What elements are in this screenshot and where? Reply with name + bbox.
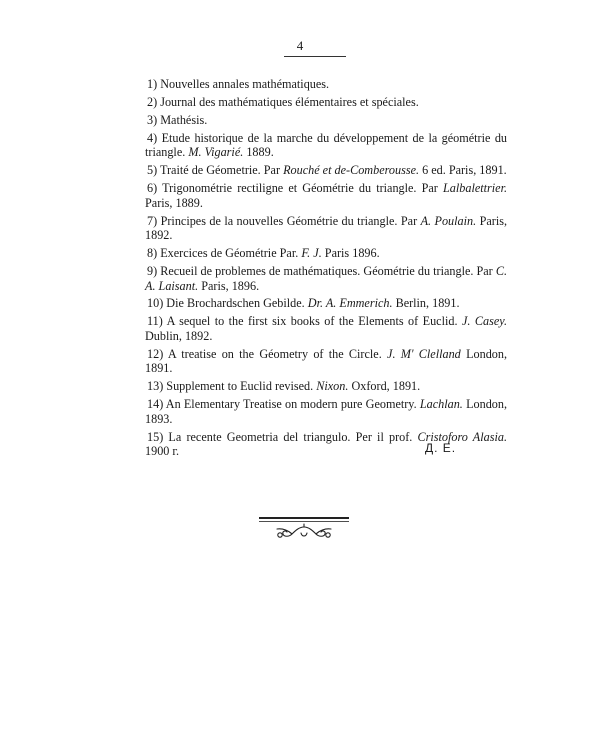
reference-number: 7) <box>147 213 158 228</box>
reference-author: Lalbalettrier. <box>443 181 508 196</box>
reference-number: 13) <box>147 379 164 394</box>
reference-item <box>145 296 507 311</box>
reference-item <box>145 181 507 210</box>
reference-author: Nixon. <box>316 379 349 394</box>
reference-title: Supplement to Euclid revised. <box>166 379 314 394</box>
reference-publication: London, 1893. <box>145 397 508 426</box>
reference-number: 4) <box>147 130 158 145</box>
reference-title: An Elementary Treatise on modern pure Geometry. <box>165 397 417 412</box>
reference-number: 5) <box>147 163 158 178</box>
reference-publication: 6 ed. Paris, 1891. <box>422 163 507 178</box>
reference-list <box>145 77 507 462</box>
reference-title: Etude historique de la marche du développement de la géométrie du triangle. <box>145 130 508 160</box>
reference-author: Cristoforo Alasia. <box>417 429 507 444</box>
reference-number: 14) <box>147 397 164 412</box>
reference-author: M. Vigarié. <box>188 145 244 160</box>
signature-initials: Д. Е. <box>425 441 457 455</box>
reference-publication: Dublin, 1892. <box>145 328 213 343</box>
reference-author: A. Poulain. <box>420 213 477 228</box>
reference-publication: Paris, 1889. <box>145 195 203 210</box>
reference-publication: 1889. <box>246 145 274 160</box>
reference-item <box>145 379 507 394</box>
reference-item <box>145 95 507 110</box>
reference-number: 1) <box>147 77 158 91</box>
reference-author: Dr. A. Emmerich. <box>307 296 393 311</box>
reference-publication: Berlin, 1891. <box>395 296 460 311</box>
reference-title: Die Brochardschen Gebilde. <box>166 296 305 311</box>
reference-item <box>145 397 507 426</box>
reference-item <box>145 214 507 243</box>
reference-item <box>145 113 507 128</box>
page-number-underline <box>284 56 346 57</box>
reference-number: 2) <box>147 94 158 109</box>
reference-item <box>145 347 507 376</box>
reference-author: Rouché et de-Comberousse. <box>283 163 420 178</box>
reference-title: Recueil de problemes de mathématiques. Géométrie du triangle. Par <box>160 263 493 278</box>
reference-title: Nouvelles annales mathématiques. <box>160 77 330 91</box>
reference-publication: Paris 1896. <box>324 246 380 261</box>
reference-publication: Oxford, 1891. <box>351 379 421 394</box>
reference-author: J. M' Clelland <box>387 346 461 361</box>
reference-title: Trigonométrie rectiligne et Géométrie du triangle. Par <box>162 181 438 196</box>
reference-number: 11) <box>147 314 163 329</box>
page-number: 4 <box>296 38 304 53</box>
reference-publication: 1900 г. <box>145 444 180 459</box>
reference-item <box>145 131 507 160</box>
reference-title: Traité de Géometrie. Par <box>159 163 281 178</box>
reference-number: 10) <box>147 296 164 311</box>
reference-publication: Paris, 1896. <box>201 278 260 293</box>
reference-item <box>145 246 507 261</box>
reference-number: 8) <box>147 246 158 261</box>
reference-author: Lachlan. <box>419 397 463 412</box>
reference-title: La recente Geometria del triangulo. Per il prof. <box>168 429 413 444</box>
reference-item <box>145 163 507 178</box>
reference-item <box>145 264 507 293</box>
decorative-ornament-icon <box>259 515 349 543</box>
reference-author: F. J. <box>301 246 322 261</box>
reference-number: 9) <box>147 263 158 278</box>
reference-item <box>145 314 507 343</box>
reference-author: J. Casey. <box>461 314 508 329</box>
reference-title: Exercices de Géométrie Par. <box>160 246 299 261</box>
reference-publication: London, 1891. <box>145 346 508 376</box>
reference-title: A treatise on the Géometry of the Circle. <box>167 346 382 361</box>
reference-item <box>145 77 507 92</box>
reference-title: Journal des mathématiques élémentaires et spéciales. <box>160 94 419 109</box>
reference-number: 6) <box>147 181 158 196</box>
reference-number: 3) <box>147 112 158 127</box>
reference-title: A sequel to the first six books of the Elements of Euclid. <box>166 314 458 329</box>
reference-number: 15) <box>147 429 164 444</box>
reference-publication: Paris, 1892. <box>145 213 508 243</box>
reference-number: 12) <box>147 346 164 361</box>
reference-title: Mathésis. <box>160 112 208 127</box>
reference-author: C. A. Laisant. <box>145 263 508 293</box>
reference-title: Principes de la nouvelles Géométrie du triangle. Par <box>160 213 418 228</box>
